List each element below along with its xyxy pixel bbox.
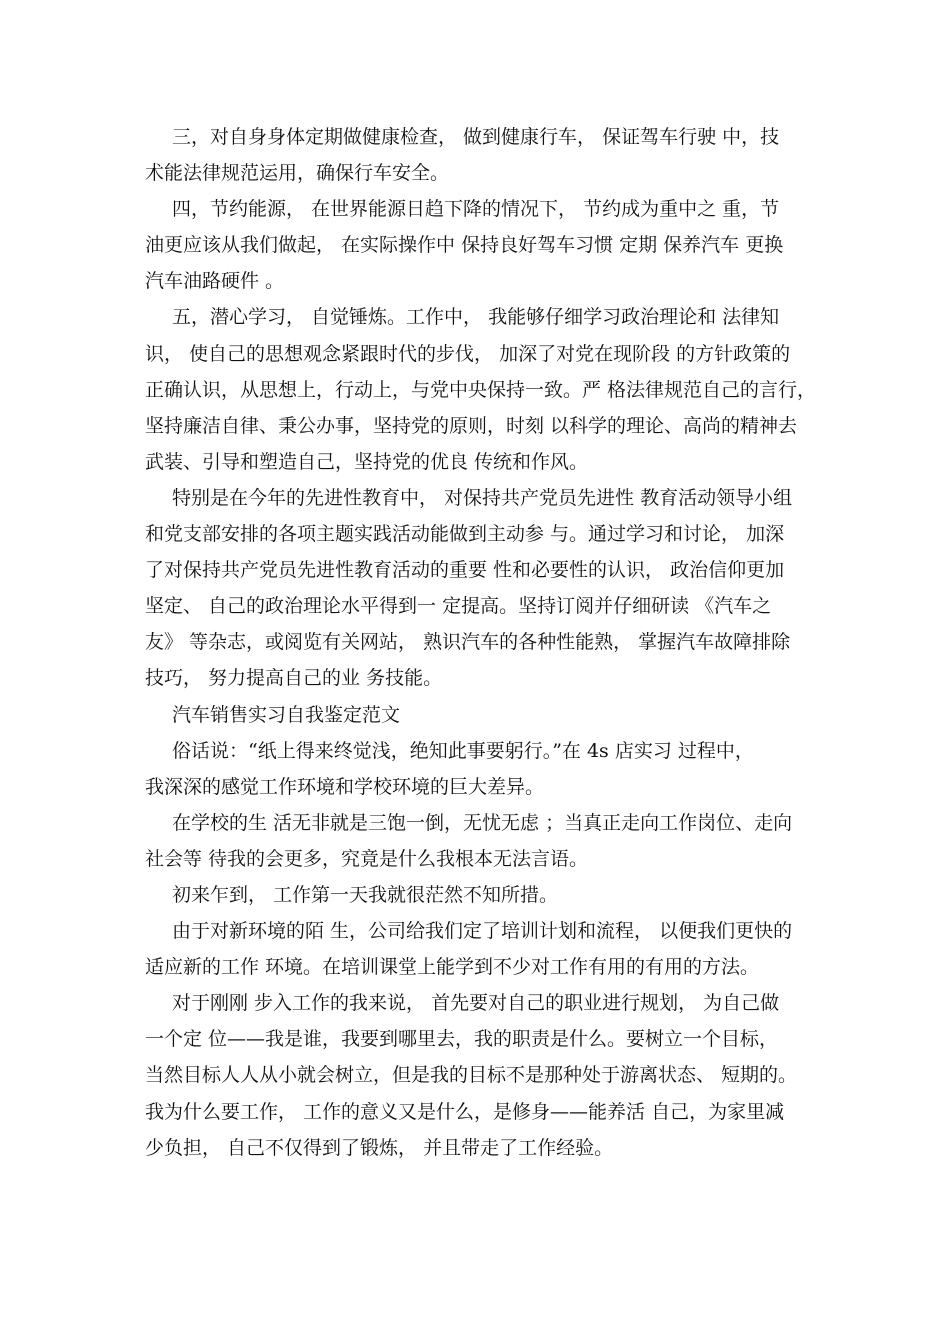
text-line: 技巧， 努力提高自己的业 务技能。 [145, 667, 443, 690]
text-line: 我深深的感觉工作环境和学校环境的巨大差异。 [145, 775, 545, 798]
text-line: 坚持廉洁自律、秉公办事，坚持党的原则，时刻 以科学的理论、高尚的精神去 [145, 414, 798, 437]
text-line: 一个定 位——我是谁，我要到哪里去，我的职责是什么。要树立一个目标， [145, 1028, 779, 1051]
text-line: 四，节约能源， 在世界能源日趋下降的情况下， 节约成为重中之 重，节 [172, 198, 780, 221]
text-line: 三，对自身身体定期做健康检查， 做到健康行车， 保证驾车行驶 中，技 [172, 126, 780, 148]
text-line: 社会等 待我的会更多，究竟是什么我根本无法言语。 [145, 847, 589, 870]
text-line: 适应新的工作 环境。在培训课堂上能学到不少对工作有用的有用的方法。 [145, 956, 760, 979]
text-line: 五，潜心学习， 自觉锤炼。工作中， 我能够仔细学习政治理论和 法律知 [172, 306, 780, 329]
section-heading: 汽车销售实习自我鉴定范文 [172, 703, 401, 726]
text-line: 友》 等杂志，或阅览有关网站， 熟识汽车的各种性能熟， 掌握汽车故障排除 [145, 631, 791, 654]
document-body [145, 119, 825, 1166]
text-line: 初来乍到， 工作第一天我就很茫然不知所措。 [172, 883, 559, 906]
text-line: 汽车油路硬件 。 [145, 270, 285, 293]
text-line: 对于刚刚 步入工作的我来说， 首先要对自己的职业进行规划， 为自己做 [172, 992, 780, 1015]
text-line: 少负担， 自己不仅得到了锻炼， 并且带走了工作经验。 [145, 1136, 614, 1159]
text-line: 在学校的生 活无非就是三饱一倒，无忧无虑 ；当真正走向工作岗位、走向 [172, 811, 793, 834]
text-line: 特别是在今年的先进性教育中， 对保持共产党员先进性 教育活动领导小组 [172, 486, 793, 509]
text-line: 识， 使自己的思想观念紧跟时代的步伐， 加深了对党在现阶段 的方针政策的 [145, 342, 791, 365]
text-line: 了对保持共产党员先进性教育活动的重要 性和必要性的认识， 政治信仰更加 [145, 559, 785, 582]
text-line: 和党支部安排的各项主题实践活动能做到主动参 与。通过学习和讨论， 加深 [145, 523, 785, 546]
text-line: 油更应该从我们做起， 在实际操作中 保持良好驾车习惯 定期 保养汽车 更换 [145, 234, 784, 257]
text-line: 武装、引导和塑造自己，坚持党的优良 传统和作风。 [145, 450, 589, 473]
text-line: 俗话说：“纸上得来终觉浅，绝知此事要躬行。”在 4s 店实习 过程中， [172, 739, 754, 762]
text-line: 正确认识，从思想上，行动上，与党中央保持一致。严 格法律规范自己的言行， [145, 378, 817, 401]
text-line: 坚定、 自己的政治理论水平得到一 定提高。坚持订阅并仔细研读 《汽车之 [145, 595, 772, 618]
text-line: 术能法律规范运用，确保行车安全。 [145, 162, 450, 185]
text-line: 我为什么要工作， 工作的意义又是什么，是修身——能养活 自己，为家里减 [145, 1100, 785, 1123]
text-line: 由于对新环境的陌 生，公司给我们定了培训计划和流程， 以便我们更快的 [172, 920, 793, 943]
text-line: 当然目标人人从小就会树立，但是我的目标不是那种处于游离状态、 短期的。 [145, 1064, 798, 1087]
